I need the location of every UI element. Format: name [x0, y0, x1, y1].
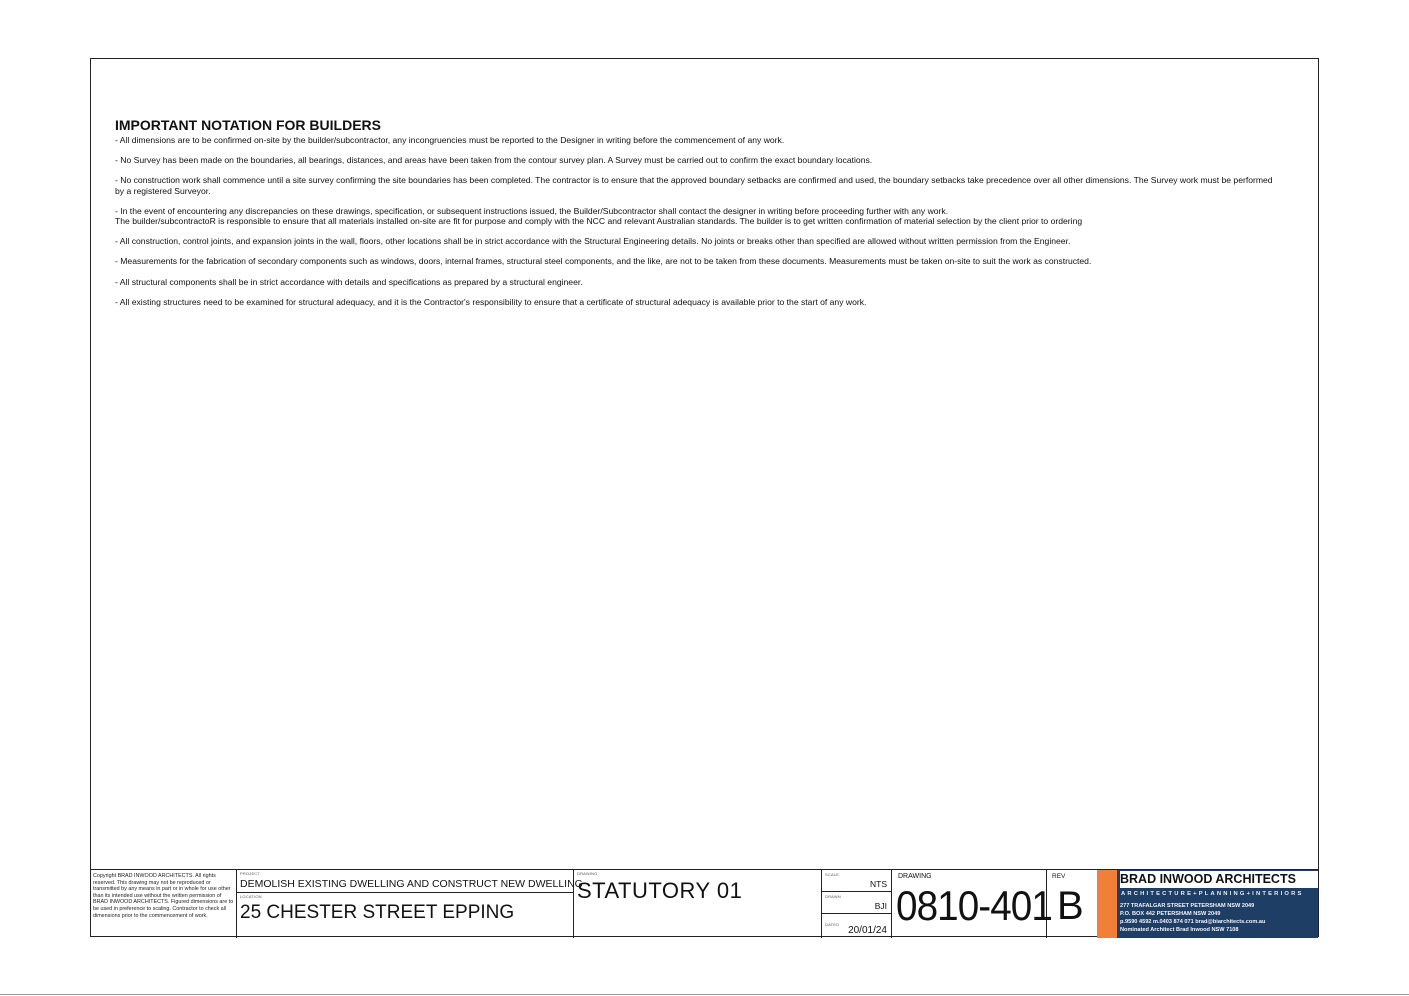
scale-label: SCALE — [825, 872, 840, 877]
brand-contact: p.9590 4592 m.0403 874 071 brad@biarchitects.com.au — [1120, 919, 1266, 925]
scale-row — [822, 870, 891, 892]
project-cell — [237, 870, 583, 938]
note-item: - All existing structures need to be examined for structural adequacy, and it is the Contractor's responsibility to ensure that a certificate of structural adequacy is available prior to the start of any work. — [115, 296, 867, 307]
builder-notes — [115, 117, 1275, 317]
page-bottom-divider — [0, 994, 1409, 995]
drawing-title-label: DRAWING — [577, 871, 598, 876]
copyright-notice: Copyright BRAD INWOOD ARCHITECTS. All rights reserved. This drawing may not be reproduced or transmitted by any means in part or in whole for use other than its intended use without the written permission of BRAD INWOOD ARCHITECTS. Figured dimensions are to be used in preference to scaling. Contractor to check all dimensions prior to the commencement of work. — [91, 870, 237, 938]
brand-tagline: ARCHITECTURE+PLANNING+INTERIORS — [1121, 891, 1304, 897]
drawn-label: DRAWN — [825, 894, 841, 899]
drawing-number-cell — [892, 870, 1052, 938]
note-item: - All structural components shall be in strict accordance with details and specifications as prepared by a structural engineer. — [115, 276, 583, 287]
drawing-meta — [822, 870, 892, 938]
revision-label: REV — [1052, 873, 1066, 880]
note-item: - In the event of encountering any discrepancies on these drawings, specification, or subsequent instructions issued, the Builder/Subcontractor shall contact the designer in writing before proceeding further with any work. The builder/subcontractoR is responsible to ensure that all materials installed on-site are fit for purpose and comply with the NCC and relevant Australian standards. The builder is to get written confirmation of material selection by the client prior to ordering — [115, 205, 1083, 227]
dated-value: 20/01/24 — [848, 925, 887, 936]
drawing-title-cell — [574, 870, 822, 938]
dated-row — [822, 914, 891, 938]
brand-accent-bar — [1097, 870, 1117, 938]
brand-po-box: P.O. BOX 442 PETERSHAM NSW 2049 — [1120, 911, 1221, 917]
dated-label: DATED — [825, 922, 840, 927]
note-item: - Measurements for the fabrication of secondary components such as windows, doors, internal frames, structural steel components, and the like, are not to be taken from these documents. Measurements must be taken on-site to suit the work as constructed. — [115, 256, 1092, 267]
revision-cell — [1047, 870, 1097, 938]
project-name: DEMOLISH EXISTING DWELLING AND CONSTRUCT NEW DWELLING — [240, 878, 583, 890]
drawing-number: 0810-401 — [896, 882, 1052, 929]
project-row — [237, 870, 583, 893]
brand-name: BRAD INWOOD ARCHITECTS — [1120, 871, 1318, 888]
drawn-value: BJI — [874, 901, 887, 911]
note-item: - No construction work shall commence until a site survey confirming the site boundaries has been completed. The contractor is to ensure that the approved boundary setbacks are confirmed and used, the boundary setbacks take precedence over all other dimensions. The Survey work must be performed by a registered Surveyor. — [115, 175, 1273, 196]
drawing-title: STATUTORY 01 — [577, 878, 743, 903]
project-address: 25 CHESTER STREET EPPING — [240, 902, 515, 923]
note-item: - No Survey has been made on the boundaries, all bearings, distances, and areas have been taken from the contour survey plan. A Survey must be carried out to confirm the exact boundary locations. — [115, 155, 873, 166]
drawing-number-label: DRAWING — [898, 873, 932, 880]
brand-nominated-architect: Nominated Architect Brad Inwood NSW 7108 — [1120, 927, 1239, 933]
drawn-row — [822, 892, 891, 914]
brand-panel — [1117, 870, 1318, 938]
brand-address: 277 TRAFALGAR STREET PETERSHAM NSW 2049 — [1120, 903, 1255, 909]
location-label: LOCATION — [240, 894, 262, 899]
drawing-sheet — [90, 58, 1319, 937]
note-item: - All construction, control joints, and expansion joints in the wall, floors, other locations shall be in strict accordance with the Structural Engineering details. No joints or breaks other than specified are allowed without written permission from the Engineer. — [115, 236, 1071, 247]
notes-title: IMPORTANT NOTATION FOR BUILDERS — [115, 117, 381, 133]
scale-value: NTS — [870, 879, 887, 889]
revision-value: B — [1057, 884, 1084, 928]
note-item: - All dimensions are to be confirmed on-site by the builder/subcontractor, any incongruencies must be reported to the Designer in writing before the commencement of any work. — [115, 135, 785, 145]
project-label: PROJECT — [240, 871, 261, 876]
title-block — [91, 869, 1318, 938]
